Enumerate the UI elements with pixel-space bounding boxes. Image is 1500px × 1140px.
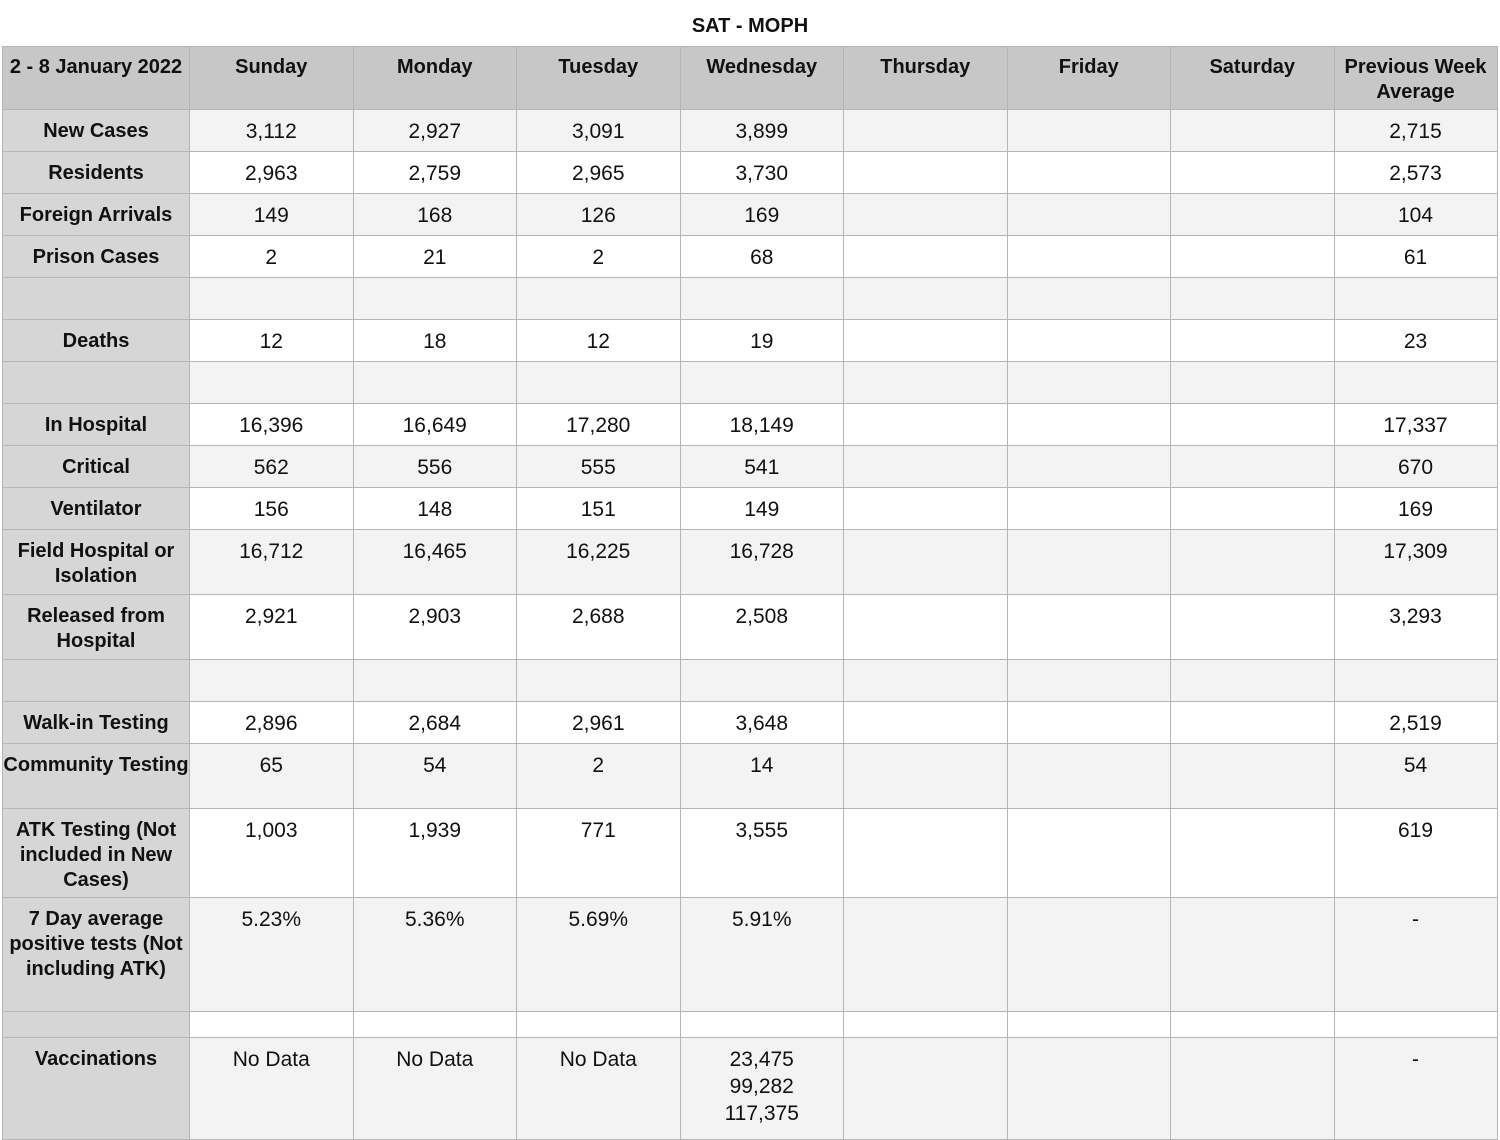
table-cell bbox=[1007, 1012, 1171, 1038]
table-row bbox=[3, 744, 1498, 809]
day-header-saturday: Saturday bbox=[1171, 47, 1335, 110]
table-cell: 169 bbox=[680, 194, 844, 236]
table-cell: 12 bbox=[190, 320, 354, 362]
row-label bbox=[3, 362, 190, 404]
previous-week-cell: 670 bbox=[1334, 446, 1497, 488]
row-label: 7 Day average positive tests (Not including ATK) bbox=[3, 898, 190, 1012]
table-cell: 68 bbox=[680, 236, 844, 278]
table-cell bbox=[1171, 152, 1335, 194]
table-cell: 3,648 bbox=[680, 702, 844, 744]
table-cell bbox=[1171, 1038, 1335, 1140]
table-cell: 156 bbox=[190, 488, 354, 530]
previous-week-cell: - bbox=[1334, 898, 1497, 1012]
table-row bbox=[3, 898, 1498, 1012]
table-cell: 2,759 bbox=[353, 152, 517, 194]
previous-week-cell bbox=[1334, 1012, 1497, 1038]
table-cell bbox=[844, 236, 1008, 278]
period-header: 2 - 8 January 2022 bbox=[3, 47, 190, 110]
table-cell bbox=[190, 362, 354, 404]
header-row bbox=[3, 47, 1498, 110]
table-cell bbox=[1007, 809, 1171, 898]
previous-week-cell: 2,573 bbox=[1334, 152, 1497, 194]
table-cell bbox=[680, 362, 844, 404]
table-cell bbox=[517, 278, 681, 320]
table-cell bbox=[1171, 236, 1335, 278]
table-cell: 562 bbox=[190, 446, 354, 488]
table-cell bbox=[1171, 1012, 1335, 1038]
previous-week-cell: 17,337 bbox=[1334, 404, 1497, 446]
table-cell: No Data bbox=[517, 1038, 681, 1140]
table-cell bbox=[1007, 362, 1171, 404]
table-row bbox=[3, 1012, 1498, 1038]
table-cell bbox=[190, 1012, 354, 1038]
table-cell: 2,684 bbox=[353, 702, 517, 744]
table-cell bbox=[353, 362, 517, 404]
table-cell bbox=[680, 1012, 844, 1038]
table-cell: 16,396 bbox=[190, 404, 354, 446]
previous-week-cell: 17,309 bbox=[1334, 530, 1497, 595]
table-cell: 12 bbox=[517, 320, 681, 362]
table-cell bbox=[844, 702, 1008, 744]
previous-week-header: Previous Week Average bbox=[1334, 47, 1497, 110]
table-row bbox=[3, 404, 1498, 446]
row-label: ATK Testing (Not included in New Cases) bbox=[3, 809, 190, 898]
table-cell: 5.36% bbox=[353, 898, 517, 1012]
row-label: Residents bbox=[3, 152, 190, 194]
table-cell bbox=[353, 660, 517, 702]
table-cell: 556 bbox=[353, 446, 517, 488]
table-cell bbox=[190, 278, 354, 320]
table-row bbox=[3, 488, 1498, 530]
row-label bbox=[3, 278, 190, 320]
row-label bbox=[3, 1012, 190, 1038]
table-cell: 1,939 bbox=[353, 809, 517, 898]
previous-week-cell: 104 bbox=[1334, 194, 1497, 236]
row-label: Foreign Arrivals bbox=[3, 194, 190, 236]
row-label: Released from Hospital bbox=[3, 595, 190, 660]
table-cell: 16,712 bbox=[190, 530, 354, 595]
table-cell: 126 bbox=[517, 194, 681, 236]
table-cell bbox=[1171, 744, 1335, 809]
table-cell: 2,508 bbox=[680, 595, 844, 660]
table-cell bbox=[844, 530, 1008, 595]
table-cell bbox=[844, 660, 1008, 702]
day-header-tuesday: Tuesday bbox=[517, 47, 681, 110]
row-label: Vaccinations bbox=[3, 1038, 190, 1140]
table-row bbox=[3, 320, 1498, 362]
table-cell bbox=[1007, 446, 1171, 488]
table-cell: 541 bbox=[680, 446, 844, 488]
table-row bbox=[3, 152, 1498, 194]
table-cell bbox=[1171, 660, 1335, 702]
previous-week-cell bbox=[1334, 278, 1497, 320]
table-cell bbox=[1007, 1038, 1171, 1140]
row-label: In Hospital bbox=[3, 404, 190, 446]
table-cell bbox=[1171, 362, 1335, 404]
table-cell: 16,465 bbox=[353, 530, 517, 595]
table-cell: 2,961 bbox=[517, 702, 681, 744]
table-cell: 3,091 bbox=[517, 110, 681, 152]
table-row bbox=[3, 110, 1498, 152]
table-cell bbox=[844, 809, 1008, 898]
table-cell: 18,149 bbox=[680, 404, 844, 446]
table-cell bbox=[844, 488, 1008, 530]
table-title: SAT - MOPH bbox=[691, 15, 809, 37]
previous-week-cell: 2,519 bbox=[1334, 702, 1497, 744]
table-cell bbox=[844, 404, 1008, 446]
table-cell bbox=[1007, 110, 1171, 152]
previous-week-cell bbox=[1334, 362, 1497, 404]
table-cell bbox=[1007, 530, 1171, 595]
table-cell bbox=[844, 110, 1008, 152]
previous-week-cell: 23 bbox=[1334, 320, 1497, 362]
table-cell: 1,003 bbox=[190, 809, 354, 898]
day-header-wednesday: Wednesday bbox=[680, 47, 844, 110]
table-cell bbox=[190, 660, 354, 702]
table-cell: 149 bbox=[190, 194, 354, 236]
previous-week-cell: 619 bbox=[1334, 809, 1497, 898]
row-label: Community Testing bbox=[3, 744, 190, 809]
table-cell bbox=[353, 278, 517, 320]
table-cell bbox=[353, 1012, 517, 1038]
day-header-friday: Friday bbox=[1007, 47, 1171, 110]
previous-week-cell: - bbox=[1334, 1038, 1497, 1140]
table-cell bbox=[844, 1012, 1008, 1038]
previous-week-cell: 54 bbox=[1334, 744, 1497, 809]
vaccination-count: 23,475 bbox=[729, 1048, 794, 1071]
table-cell: 2,903 bbox=[353, 595, 517, 660]
table-row bbox=[3, 702, 1498, 744]
table-row bbox=[3, 446, 1498, 488]
row-label bbox=[3, 660, 190, 702]
table-row bbox=[3, 236, 1498, 278]
table-cell: 168 bbox=[353, 194, 517, 236]
table-cell bbox=[1171, 530, 1335, 595]
table-cell: 2 bbox=[190, 236, 354, 278]
table-cell: 555 bbox=[517, 446, 681, 488]
table-cell bbox=[1007, 660, 1171, 702]
table-cell bbox=[844, 320, 1008, 362]
table-cell: 16,649 bbox=[353, 404, 517, 446]
table-row bbox=[3, 809, 1498, 898]
table-cell: 18 bbox=[353, 320, 517, 362]
table-cell bbox=[844, 194, 1008, 236]
previous-week-cell: 169 bbox=[1334, 488, 1497, 530]
row-label: Ventilator bbox=[3, 488, 190, 530]
table-cell bbox=[1171, 898, 1335, 1012]
table-cell bbox=[1007, 744, 1171, 809]
table-cell bbox=[1007, 236, 1171, 278]
table-row bbox=[3, 660, 1498, 702]
table-row bbox=[3, 362, 1498, 404]
day-header-monday: Monday bbox=[353, 47, 517, 110]
table-cell bbox=[844, 744, 1008, 809]
table-cell: 3,899 bbox=[680, 110, 844, 152]
table-cell: 54 bbox=[353, 744, 517, 809]
table-cell: 2,927 bbox=[353, 110, 517, 152]
table-cell: 148 bbox=[353, 488, 517, 530]
table-cell bbox=[1171, 702, 1335, 744]
table-row bbox=[3, 595, 1498, 660]
table-cell bbox=[1171, 809, 1335, 898]
vaccination-count: 117,375 bbox=[724, 1102, 799, 1125]
table-cell bbox=[1007, 898, 1171, 1012]
row-label: Prison Cases bbox=[3, 236, 190, 278]
table-row bbox=[3, 1038, 1498, 1140]
day-header-sunday: Sunday bbox=[190, 47, 354, 110]
table-cell bbox=[680, 660, 844, 702]
row-label: Deaths bbox=[3, 320, 190, 362]
table-cell bbox=[1007, 488, 1171, 530]
table-cell bbox=[1007, 278, 1171, 320]
table-cell bbox=[844, 898, 1008, 1012]
table-cell: 2 bbox=[517, 236, 681, 278]
day-header-thursday: Thursday bbox=[844, 47, 1008, 110]
table-cell bbox=[517, 660, 681, 702]
table-cell: 2,963 bbox=[190, 152, 354, 194]
table-cell: No Data bbox=[353, 1038, 517, 1140]
table-cell: 151 bbox=[517, 488, 681, 530]
table-cell: 14 bbox=[680, 744, 844, 809]
table-cell: 2,965 bbox=[517, 152, 681, 194]
previous-week-cell bbox=[1334, 660, 1497, 702]
table-cell bbox=[1007, 404, 1171, 446]
table-cell: No Data bbox=[190, 1038, 354, 1140]
table-cell: 2,921 bbox=[190, 595, 354, 660]
table-cell: 17,280 bbox=[517, 404, 681, 446]
table-cell bbox=[517, 362, 681, 404]
table-cell bbox=[1171, 488, 1335, 530]
table-cell bbox=[680, 1038, 844, 1140]
previous-week-cell: 3,293 bbox=[1334, 595, 1497, 660]
table-cell bbox=[844, 595, 1008, 660]
table-cell: 21 bbox=[353, 236, 517, 278]
table-cell: 5.91% bbox=[680, 898, 844, 1012]
table-cell bbox=[844, 362, 1008, 404]
table-cell: 19 bbox=[680, 320, 844, 362]
table-cell bbox=[1007, 152, 1171, 194]
table-cell bbox=[1171, 446, 1335, 488]
table-cell bbox=[1171, 194, 1335, 236]
table-cell bbox=[844, 1038, 1008, 1140]
table-cell bbox=[1007, 595, 1171, 660]
table-cell: 2,896 bbox=[190, 702, 354, 744]
vaccination-count: 99,282 bbox=[729, 1075, 794, 1098]
table-cell bbox=[680, 278, 844, 320]
previous-week-cell: 61 bbox=[1334, 236, 1497, 278]
table-cell bbox=[1007, 194, 1171, 236]
table-row bbox=[3, 530, 1498, 595]
table-cell: 3,112 bbox=[190, 110, 354, 152]
row-label: Critical bbox=[3, 446, 190, 488]
table-cell: 16,225 bbox=[517, 530, 681, 595]
table-cell: 149 bbox=[680, 488, 844, 530]
table-row bbox=[3, 194, 1498, 236]
table-cell: 771 bbox=[517, 809, 681, 898]
row-label: Field Hospital or Isolation bbox=[3, 530, 190, 595]
table-cell bbox=[844, 152, 1008, 194]
table-cell bbox=[1007, 320, 1171, 362]
previous-week-cell: 2,715 bbox=[1334, 110, 1497, 152]
table-cell bbox=[1171, 320, 1335, 362]
table-cell bbox=[844, 446, 1008, 488]
table-cell: 2 bbox=[517, 744, 681, 809]
table-cell bbox=[1171, 595, 1335, 660]
table-cell: 3,730 bbox=[680, 152, 844, 194]
table-cell: 2,688 bbox=[517, 595, 681, 660]
table-cell: 16,728 bbox=[680, 530, 844, 595]
table-cell: 5.23% bbox=[190, 898, 354, 1012]
table-cell: 3,555 bbox=[680, 809, 844, 898]
table-row bbox=[3, 278, 1498, 320]
covid-stats-table bbox=[2, 46, 1498, 1140]
table-cell: 65 bbox=[190, 744, 354, 809]
table-cell bbox=[1171, 404, 1335, 446]
table-cell bbox=[1171, 110, 1335, 152]
table-cell bbox=[844, 278, 1008, 320]
row-label: New Cases bbox=[3, 110, 190, 152]
table-cell bbox=[1171, 278, 1335, 320]
table-cell bbox=[517, 1012, 681, 1038]
table-cell bbox=[1007, 702, 1171, 744]
table-cell: 5.69% bbox=[517, 898, 681, 1012]
row-label: Walk-in Testing bbox=[3, 702, 190, 744]
